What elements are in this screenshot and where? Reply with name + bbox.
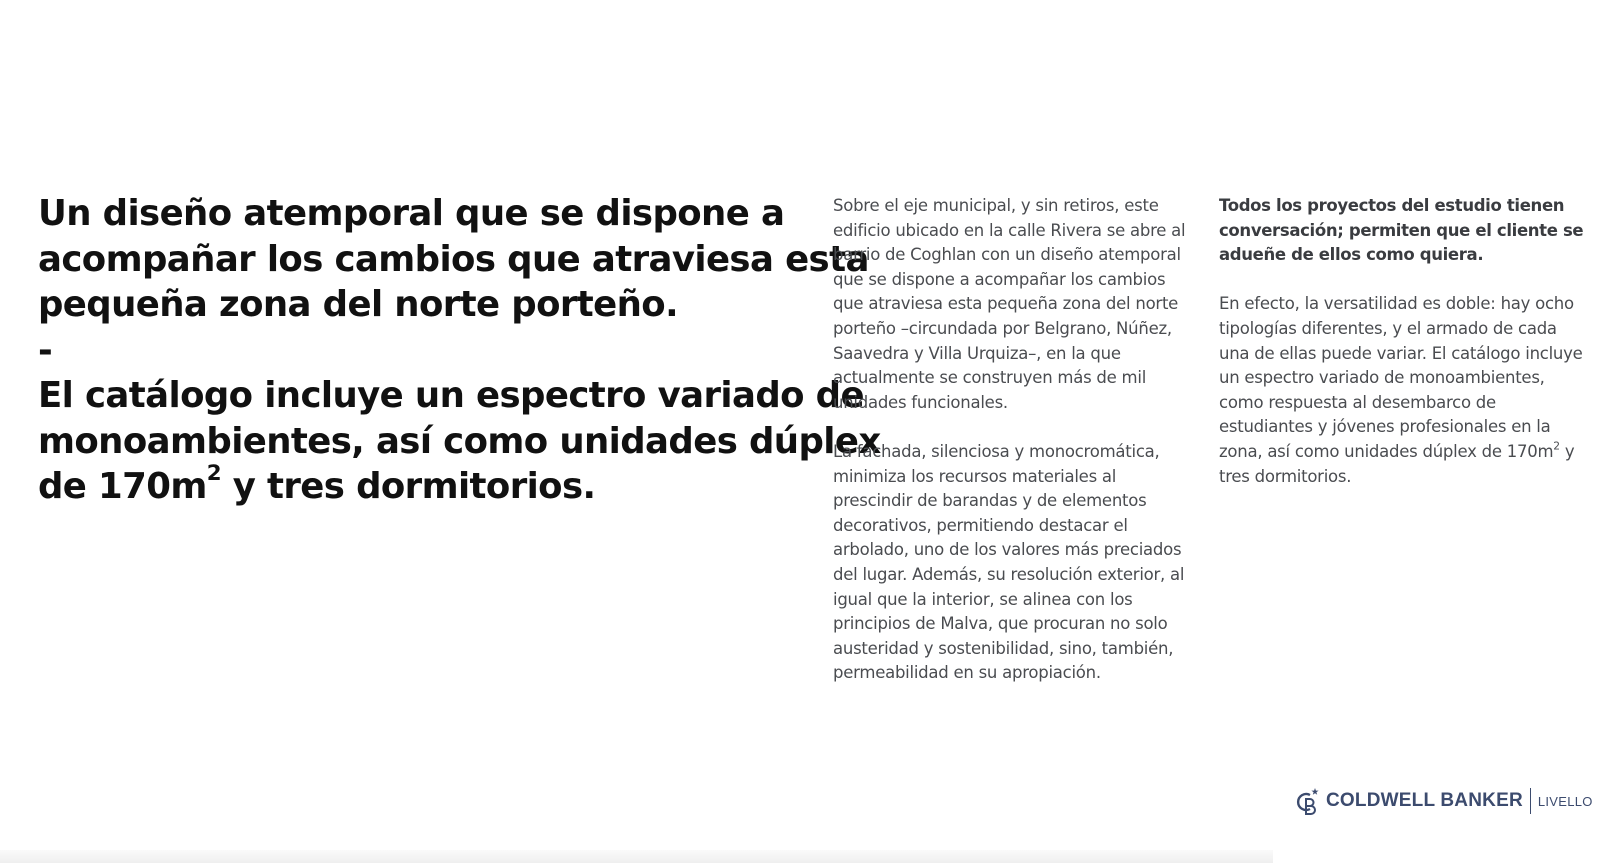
paragraph-line: Saavedra y Villa Urquiza–, en la que (833, 343, 1121, 363)
logo-name: COLDWELL BANKER (1326, 790, 1523, 811)
paragraph-line: barrio de Coghlan con un diseño atemporal (833, 245, 1181, 265)
text-column-right (1219, 194, 1589, 489)
headline-text: y tres dormitorios. (220, 466, 596, 507)
paragraph-line: que atraviesa esta pequeña zona del norte (833, 294, 1179, 314)
paragraph-gap (833, 415, 1173, 440)
paragraph-text: y (1559, 441, 1575, 461)
headline-line: El catálogo incluye un espectro variado de (38, 375, 864, 416)
paragraph-line: como respuesta al desembarco de (1219, 392, 1496, 412)
paragraph-line: permeabilidad en su apropiación. (833, 663, 1101, 683)
headline (38, 191, 881, 510)
paragraph-line: tipologías diferentes, y el armado de cada (1219, 318, 1557, 338)
headline-line: acompañar los cambios que atraviesa esta (38, 238, 869, 280)
paragraph-line: En efecto, la versatilidad es doble: hay ocho (1219, 294, 1574, 314)
paragraph-line: estudiantes y jóvenes profesionales en la (1219, 417, 1551, 437)
paragraph-line: austeridad y sostenibilidad, sino, también, (833, 638, 1174, 658)
lead-line: conversación; permiten que el cliente se (1219, 220, 1584, 240)
logo-divider (1530, 788, 1531, 814)
paragraph-line: minimiza los recursos materiales al (833, 466, 1117, 486)
coldwell-banker-cb-icon (1296, 786, 1320, 816)
paragraph-line: edificio ubicado en la calle Rivera se abre al (833, 220, 1186, 240)
headline-line: monoambientes, así como unidades dúplex (38, 420, 881, 462)
paragraph-line: una de ellas puede variar. El catálogo incluye (1219, 343, 1583, 363)
paragraph-line: Sobre el eje municipal, y sin retiros, este (833, 196, 1159, 215)
headline-line: pequeña zona del norte porteño. (38, 284, 678, 325)
paragraph-line: igual que la interior, se alinea con los (833, 589, 1133, 609)
superscript: 2 (206, 460, 221, 486)
headline-separator: - (38, 329, 53, 371)
paragraph-line: unidades funcionales. (833, 392, 1008, 412)
headline-line (38, 460, 778, 510)
lead-line: Todos los proyectos del estudio tienen (1219, 196, 1565, 215)
paragraph-line: prescindir de barandas y de elementos (833, 491, 1147, 511)
paragraph-line: actualmente se construyen más de mil (833, 368, 1147, 388)
lead-line: adueñe de ellos como quiera. (1219, 245, 1484, 265)
paragraph-text: zona, así como unidades dúplex de 170m (1219, 441, 1554, 461)
paragraph-line: arbolado, uno de los valores más preciados (833, 540, 1182, 560)
coldwell-banker-logo (1296, 785, 1593, 817)
paragraph-line: principios de Malva, que procuran no solo (833, 614, 1168, 634)
logo-subbrand: LIVELLO (1537, 793, 1593, 809)
headline-line: Un diseño atemporal que se dispone a (38, 193, 785, 234)
text-column-middle (833, 194, 1186, 686)
paragraph-line: del lugar. Además, su resolución exterior, al (833, 564, 1185, 584)
paragraph-line: La fachada, silenciosa y monocromática, (833, 441, 1160, 461)
paragraph-gap (1219, 268, 1589, 293)
headline-text: de 170m (38, 466, 207, 507)
paragraph-line: que se dispone a acompañar los cambios (833, 269, 1166, 289)
paragraph-line: porteño –circundada por Belgrano, Núñez, (833, 318, 1172, 338)
paragraph-line: decorativos, permitiendo destacar el (833, 515, 1128, 535)
paragraph-line (1219, 440, 1589, 465)
paragraph-line: tres dormitorios. (1219, 466, 1352, 486)
footer-strip-highlight (1273, 850, 1600, 863)
superscript: 2 (1553, 439, 1560, 453)
paragraph-line: un espectro variado de monoambientes, (1219, 368, 1545, 388)
